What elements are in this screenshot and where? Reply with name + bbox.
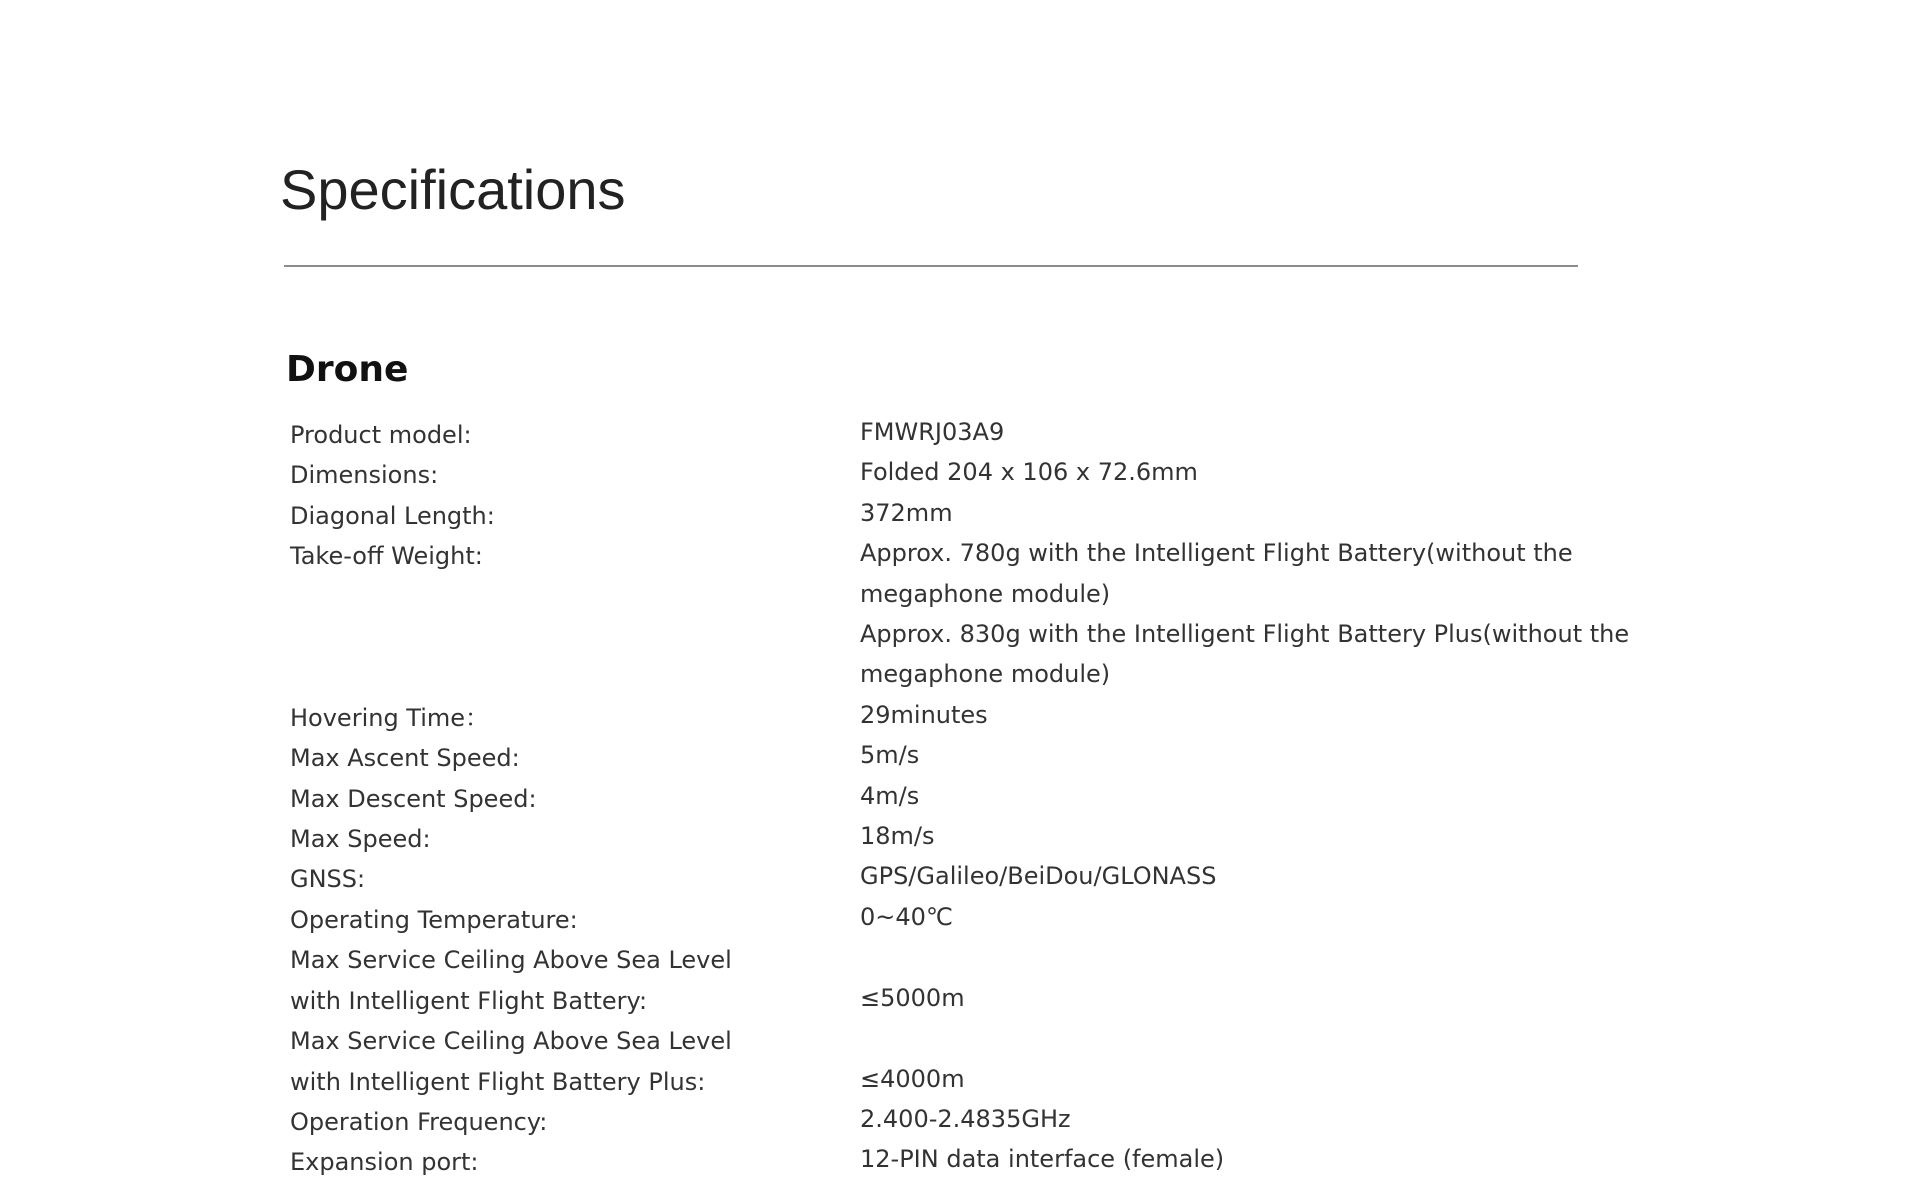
spec-value bbox=[860, 1099, 1590, 1139]
spec-label-line: with Intelligent Flight Battery Plus: bbox=[290, 1067, 706, 1096]
spec-label-line: Max Service Ceiling Above Sea Level bbox=[290, 1027, 732, 1056]
spec-label bbox=[290, 779, 860, 819]
spec-label bbox=[290, 415, 860, 455]
spec-value bbox=[860, 978, 1590, 1018]
spec-value-line: Approx. 830g with the Intelligent Flight Battery Plus(without the bbox=[860, 620, 1630, 649]
spec-label bbox=[290, 455, 860, 495]
spec-label bbox=[290, 1142, 860, 1182]
spec-label bbox=[290, 940, 860, 1021]
spec-label-line: Max Ascent Speed: bbox=[290, 744, 520, 773]
spec-value-line: 18m/s bbox=[860, 822, 935, 851]
spec-value bbox=[860, 1139, 1590, 1179]
spec-row bbox=[290, 1021, 1590, 1102]
spec-row bbox=[290, 536, 1630, 698]
spec-value bbox=[860, 533, 1629, 695]
spec-row bbox=[290, 779, 1590, 819]
spec-label bbox=[290, 1021, 860, 1102]
spec-row bbox=[290, 1102, 1590, 1142]
title-divider bbox=[284, 265, 1578, 267]
spec-label-line: Max Descent Speed: bbox=[290, 784, 537, 813]
spec-label-line: with Intelligent Flight Battery: bbox=[290, 986, 648, 1015]
spec-label-line: Diagonal Length: bbox=[290, 501, 495, 530]
spec-value-line: 0~40℃ bbox=[860, 902, 953, 931]
spec-row bbox=[290, 415, 1590, 455]
spec-value bbox=[860, 816, 1590, 856]
spec-value-line: ≤5000m bbox=[860, 983, 965, 1012]
spec-table bbox=[290, 415, 1630, 1183]
spec-value bbox=[860, 1059, 1590, 1099]
spec-row bbox=[290, 940, 1590, 1021]
spec-row bbox=[290, 819, 1590, 859]
page-title: Specifications bbox=[280, 158, 626, 221]
spec-label bbox=[290, 900, 860, 940]
spec-value bbox=[860, 695, 1590, 735]
spec-value bbox=[860, 856, 1590, 896]
spec-value-line: ≤4000m bbox=[860, 1064, 965, 1093]
spec-value-line: FMWRJ03A9 bbox=[860, 418, 1005, 446]
spec-label bbox=[290, 536, 860, 576]
spec-label-line: GNSS: bbox=[290, 865, 366, 894]
spec-label-line: Expansion port: bbox=[290, 1148, 479, 1177]
spec-value-line: GPS/Galileo/BeiDou/GLONASS bbox=[860, 862, 1217, 891]
spec-value-line: Approx. 780g with the Intelligent Flight Battery(without the bbox=[860, 539, 1573, 568]
spec-row bbox=[290, 738, 1590, 778]
spec-label bbox=[290, 1102, 860, 1142]
spec-value-line: 372mm bbox=[860, 498, 953, 527]
spec-label-line: Operation Frequency: bbox=[290, 1107, 548, 1136]
spec-value bbox=[860, 412, 1590, 452]
spec-row bbox=[290, 859, 1590, 899]
spec-value-line: 5m/s bbox=[860, 741, 920, 770]
spec-label-line: Max Speed: bbox=[290, 825, 431, 854]
spec-label-line: Dimensions: bbox=[290, 461, 439, 490]
spec-label bbox=[290, 819, 860, 859]
spec-row bbox=[290, 496, 1590, 536]
spec-value-line: 2.400-2.4835GHz bbox=[860, 1104, 1071, 1133]
spec-label-line: Max Service Ceiling Above Sea Level bbox=[290, 946, 732, 975]
spec-value-line: 12-PIN data interface (female) bbox=[860, 1145, 1225, 1174]
spec-value bbox=[860, 493, 1590, 533]
spec-label bbox=[290, 859, 860, 899]
spec-value-line: 29minutes bbox=[860, 700, 988, 729]
spec-label bbox=[290, 496, 860, 536]
spec-row bbox=[290, 1142, 1590, 1182]
spec-value bbox=[860, 897, 1590, 937]
spec-row bbox=[290, 698, 1590, 738]
spec-value-line: megaphone module) bbox=[860, 660, 1111, 689]
spec-row bbox=[290, 900, 1590, 940]
spec-label-line: Product model: bbox=[290, 421, 472, 449]
section-title: Drone bbox=[286, 349, 409, 390]
spec-value bbox=[860, 735, 1590, 775]
spec-label-line: Take-off Weight: bbox=[290, 542, 483, 571]
spec-value-line: megaphone module) bbox=[860, 579, 1111, 608]
spec-label-line: Hovering Time： bbox=[290, 703, 490, 732]
spec-label bbox=[290, 698, 860, 738]
spec-label bbox=[290, 738, 860, 778]
spec-value-line: Folded 204 x 106 x 72.6mm bbox=[860, 458, 1198, 487]
spec-value bbox=[860, 776, 1590, 816]
spec-row bbox=[290, 455, 1590, 495]
spec-value bbox=[860, 452, 1590, 492]
spec-value-line: 4m/s bbox=[860, 781, 920, 810]
spec-label-line: Operating Temperature: bbox=[290, 905, 578, 934]
